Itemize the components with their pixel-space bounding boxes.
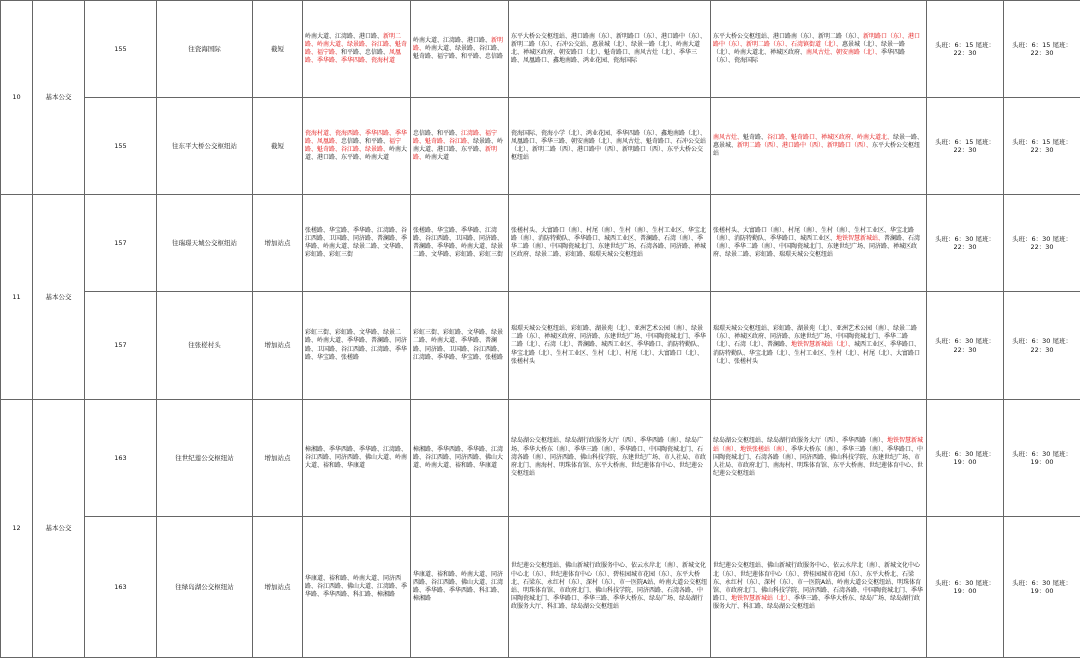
old-stops [509,98,711,195]
text-segment: 瓷海村道、瓷海西路、季华四路、 [305,129,396,137]
text-segment: 樟湘路、季华西路、季华路、江湾路、谷江西路、同济西路、佛山大道、岭南大道、裕和路、华康道 [413,445,504,470]
text-segment: 新明路、 [413,36,504,52]
row-number: 12 [1,400,33,658]
text-segment: 岭南大道、绿景路、谷江路、魁奇路、福宁路、 [413,44,504,61]
text-segment: 东平大桥公交枢纽站、港口路南（东）、新明二路（东）、 [713,32,864,40]
new-route [411,195,509,292]
first-last-bus-start: 头班：6：30 尾班：19：00 [927,517,1004,658]
text-segment: 季华路、凤凰路、 [305,129,408,145]
old-stops [509,1,711,98]
text-segment: 绿岛湖公交枢纽站、绿岛湖行政服务大厅（西）、季华西路（南）、绿岛广场、季华大桥东（南）、季华三路（南）、季华路口、中国陶瓷城北门、石湾各路（南）、同济西路、佛山科技学院、东建世纪广场、市人社局、市政府北门、南海村、明珠体育馆、东平大桥南、世纪莲体育中心、世纪莲公交枢纽站 [511,437,707,478]
text-segment: 和平路、忠信路 [461,53,504,61]
old-route [303,195,411,292]
text-segment: 季华四路（东）、瓷海国际 [713,49,906,65]
new-stops [711,98,927,195]
text-segment: 地铁智慧新城站（南）、地铁张槎站（南）、 [713,437,924,453]
text-segment: 张槎村头、大富路口（南）、村尾（南）、生村（南）、生村工业区、华宝北路（南）、消防特勤队、季华路口、城西工业区、 [713,226,915,242]
text-segment: 谷江路、魁奇路口、禅城区政府、岭南大道北、 [767,133,894,141]
text-segment: 季华大桥东（南）、季华三路（南）、季华路口、中国陶瓷城北门、石湾各路（南）、同济西路、佛山科技学院、东建世纪广场、市人社局、市政府北门、南海村、明珠体育馆、东平大桥南、世纪莲体育中心、世纪莲公交枢纽站 [713,445,924,478]
text-segment: 瓷海国际、瓷海小学（北）、鸿业花园、季华四路（东）、鑫地南路（北）、凤凰路口、季华三路、 [511,129,707,145]
text-segment: 彩虹三街、彩虹路、文华路、绿景二路、岭南大道、季华路、普澜路、同济路、卫国路、谷江西路、江湾路、季华路、华宝路、张槎路 [413,329,504,361]
new-stops [711,195,927,292]
text-segment: 地铁智慧新城站、 [836,234,885,242]
direction: 往瓷海国际 [157,1,253,98]
text-segment: 瑞璟天城公交枢纽站、彩虹路、湖景苑（北）、亚洲艺术公园（南）、绿景二路（东）、禅城区政府、同济路、东建世纪广场、中国陶瓷城北门、季华二路（北）、石湾（北）、普澜路、 [713,324,918,349]
row-number: 11 [1,195,33,400]
text-segment: 新明路口（东）、港口路中（东）、新明二路（东）、石湾镇街道（北）、 [713,32,921,48]
first-last-bus-end: 头班：6：30 尾班：19：00 [1004,400,1080,517]
first-last-bus-end: 头班：6：15 尾班：22：30 [1004,98,1080,195]
text-segment: 岭南大道 [425,154,450,162]
text-segment: 世纪莲公交枢纽站、佛山新城行政服务中心、依云水岸北（南）、新城文化中心北（东）、世纪莲体育中心（东）、碧桂园城市花园（东）、东平大桥北、石梁东、永红村（东）、深村（东）、市一医院A站、岭南大道公交枢纽站、明珠体育馆、市政府北门、佛山科技学院、同济西路、石湾各路、中国陶瓷城北门、季华路口、季华三路、季华大桥东、绿岛广场、绿岛湖行政服务大厅、科汇路、绿岛湖公交枢纽站 [511,562,708,611]
line-number: 163 [85,400,157,517]
text-segment: 普澜路、石湾（南）、季华二路（南）、中国陶瓷城北门、东建世纪广场、同济路、禅城区政府、绿景二路、彩虹路、瑞璟天城公交枢纽站 [713,234,921,259]
text-segment: 忠信路、和平路、 [413,129,462,137]
old-stops [509,292,711,400]
first-last-bus-start: 头班：6：30 尾班：22：30 [927,292,1004,400]
old-route [303,400,411,517]
table-row [1,400,1080,517]
text-segment: 季华二路（南）、中国陶瓷城北门、东建世纪广场、石湾各路、同济路、禅城区政府、绿景二路、彩虹路、瑞璟天城公交枢纽站 [511,234,707,259]
line-number: 157 [85,195,157,292]
text-segment: 瑞璟天城公交枢纽站、彩虹路、湖景苑（北）、亚洲艺术公园（南）、绿景二路（东）、禅城区政府、同济路、东建世纪广场、中国陶瓷城北门、季华二路（北）、石湾（北）、普澜路、城西工业区、季华路口、消防特勤队、华宝北路（北）、生村工业区、生村（北）、村尾（北）、大富路口（北）、张槎村头 [511,324,707,365]
line-number: 157 [85,292,157,400]
text-segment: 新明二路（西）、港口路中（西）、新明路口（西）、 [737,141,873,149]
direction: 往瑞璟天城公交枢纽站 [157,195,253,292]
direction: 往张槎村头 [157,292,253,400]
change-type: 增加站点 [253,517,303,658]
text-segment: 新明路、 [413,146,498,162]
old-route [303,1,411,98]
text-segment: 忠信路、和平路、 [341,137,390,145]
new-route [411,517,509,658]
row-number: 10 [1,1,33,195]
new-route [411,292,509,400]
text-segment: 张槎路、华宝路、季华路、江湾路、谷江西路、卫国路、同济路、普澜路、季华路、岭南大道、绿景二路、文华路、彩虹路、彩虹三街 [305,226,408,259]
text-segment: 江湾路、福宁路、魁奇路、谷江路、 [413,129,498,145]
change-type: 增加站点 [253,292,303,400]
text-segment: 季华三路、凤凰路口、鑫地南路、鸿业花园、瓷海国际 [511,49,698,65]
text-segment: 华康道、裕和路、岭南大道、同济西路、谷江西路、佛山大道、江湾路、季华路、季华西路、科汇路、樟湘路 [305,574,408,599]
line-type: 基本公交 [33,1,85,195]
new-route [411,400,509,517]
new-route [411,1,509,98]
first-last-bus-end: 头班：6：30 尾班：19：00 [1004,517,1080,658]
first-last-bus-start: 头班：6：15 尾班：22：30 [927,1,1004,98]
line-number: 155 [85,1,157,98]
change-type: 增加站点 [253,195,303,292]
old-stops [509,517,711,658]
first-last-bus-start: 头班：6：15 尾班：22：30 [927,98,1004,195]
line-number: 163 [85,517,157,658]
text-segment: 季华三路、季华大桥东、绿岛广场、绿岛湖行政服务大厅、科汇路、绿岛湖公交枢纽站 [713,595,921,611]
text-segment: 地铁智慧新城站（北）、 [731,595,795,603]
first-last-bus-end: 头班：6：30 尾班：22：30 [1004,292,1080,400]
text-segment: 世纪莲公交枢纽站、佛山新城行政服务中心、依云水岸北（南）、新城文化中心北（东）、世纪莲体育中心（东）、碧桂园城市花园（东）、东平大桥北、石梁东、永红村（东）、深村（东）、市一医院A站、岭南大道公交枢纽站、明珠体育馆、市政府北门、佛山科技学院、同济西路、石湾各路、中国陶瓷城北门、季华路口、 [713,562,924,603]
text-segment: 华康道、裕和路、岭南大道、同济西路、谷江西路、佛山大道、江湾路、季华路、季华西路、科汇路、樟湘路 [413,570,504,603]
first-last-bus-start: 头班：6：30 尾班：22：30 [927,195,1004,292]
text-segment: 东平大桥公交枢纽站、港口路南（东）、新明路口（东）、港口路中（东）、新明二路（东）、石冲公交站、 [511,32,707,48]
text-segment: 岭南大道、江湾路、港口路、 [305,32,384,40]
line-number: 155 [85,98,157,195]
first-last-bus-end: 头班：6：15 尾班：22：30 [1004,1,1080,98]
text-segment: 岭南大道、江湾路、港口路、 [413,36,492,44]
change-type: 增加站点 [253,400,303,517]
line-type: 基本公交 [33,400,85,658]
table-row [1,517,1080,658]
text-segment: 东平大桥公交枢纽站 [713,141,921,158]
direction: 往东平大桥公交枢纽站 [157,98,253,195]
new-stops [711,400,927,517]
change-type: 截短 [253,1,303,98]
old-route [303,292,411,400]
table-body [1,1,1080,658]
text-segment: 福宁路、魁奇路、谷江路、绿景路、 [305,137,402,153]
text-segment: 惠景城（北）、绿景一路（北）、岭南大道北、禅城区政府、 [713,40,906,56]
text-segment: 樟湘路、季华西路、季华路、江湾路、谷江西路、同济西路、佛山大道、岭南大道、裕和路、华康道 [305,445,408,470]
table-row [1,292,1080,400]
text-segment: 石冲公交站（北）、新明二路（西）、港口路中（西）、新明路口（西）、 [511,137,707,153]
text-segment: 新明二路、岭南大道、绿景路、谷江路、魁奇路、福宁路、 [305,32,408,56]
text-segment: 张槎路、华宝路、季华路、江湾路、谷江西路、卫国路、同济路、普澜路、季华路、岭南大道、绿景二路、文华路、彩虹路、彩虹三街 [413,226,504,259]
line-type: 基本公交 [33,195,85,400]
table-row [1,195,1080,292]
text-segment: 岭南大道、港口路、东平路、岭南大道 [305,146,408,162]
first-last-bus-start: 头班：6：30 尾班：19：00 [927,400,1004,517]
text-segment: 魁奇路、 [743,133,768,141]
new-stops [711,292,927,400]
old-stops [509,400,711,517]
text-segment: 朝安路口（北）、魁奇路口、南风古灶（北）、 [559,49,680,56]
text-segment: 南风古灶、 [713,133,744,141]
new-route [411,98,509,195]
text-segment: 绿景路、岭南大道、港口路、东平路、 [413,137,504,153]
old-route [303,517,411,658]
text-segment: 凤凰路、季华路、季华四路、瓷海村道 [305,49,402,65]
text-segment: 张槎村头、大富路口（南）、村尾（南）、生村（南）、生村工业区、华宝北路（南）、消防特勤队、季华路口、城西工业区、普澜路、石湾（南）、 [511,226,707,242]
text-segment: 惠景城（北）、绿景一路（北）、岭南大道北、禅城区政府、 [511,40,701,56]
text-segment: 城西工业区、季华路口、消防特勤队、华宝北路（北）、生村工业区、生村（北）、村尾（北）、大富路口（北）、张槎村头 [713,341,921,365]
old-stops [509,195,711,292]
new-stops [711,517,927,658]
new-stops [711,1,927,98]
text-segment: 地铁智慧新城站（北）、 [791,341,855,349]
old-route [303,98,411,195]
table-row [1,98,1080,195]
direction: 往绿岛湖公交枢纽站 [157,517,253,658]
table-row [1,1,1080,98]
first-last-bus-end: 头班：6：30 尾班：22：30 [1004,195,1080,292]
text-segment: 和平路、忠信路、 [341,49,390,56]
text-segment: 南风古灶、朝安南路（北）、 [806,49,882,56]
text-segment: 彩虹三街、彩虹路、文华路、绿景二路、岭南大道、季华路、普澜路、同济路、卫国路、谷江西路、江湾路、季华路、华宝路、张槎路 [305,329,408,361]
text-segment: 朝安南路（北）、南风古灶、魁奇路口、 [571,137,677,145]
change-type: 截短 [253,98,303,195]
direction: 往世纪莲公交枢纽站 [157,400,253,517]
text-segment: 绿景一路、惠景城、 [713,133,924,149]
text-segment: 东平大桥公交枢纽站 [511,146,704,162]
text-segment: 绿岛湖公交枢纽站、绿岛湖行政服务大厅（西）、季华西路（南）、 [713,437,888,445]
